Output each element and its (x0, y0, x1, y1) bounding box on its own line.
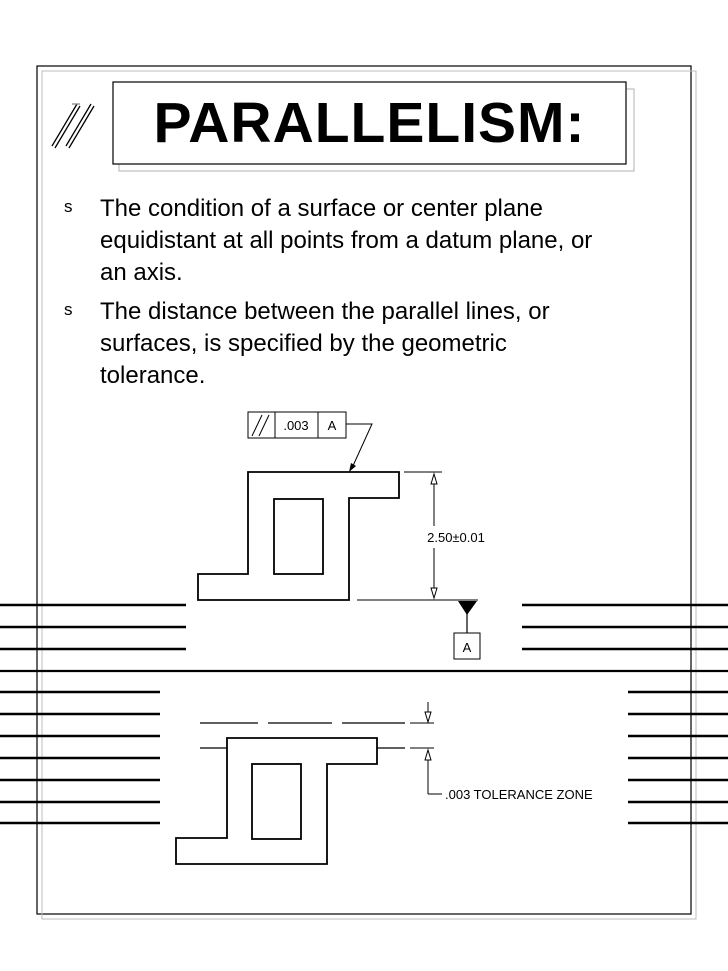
bullet-line: equidistant at all points from a datum plane, or (100, 227, 593, 254)
bullet-item-2 (100, 296, 680, 392)
surface-hatch-upper-left (0, 605, 186, 649)
dimension-label: 2.50±0.01 (427, 530, 485, 545)
tolerance-zone-label: .003 TOLERANCE ZONE (445, 787, 593, 802)
surface-hatch-upper-right (522, 605, 728, 649)
parallelism-symbol-icon (52, 104, 94, 148)
datum-feature-label: A (462, 640, 472, 655)
fcf-datum-label: A (327, 418, 337, 433)
bullet-line: The condition of a surface or center plane (100, 195, 543, 222)
bullet-marker: s (64, 197, 73, 216)
fcf-leader-arrow (349, 463, 356, 472)
fcf-leader-line (346, 424, 372, 468)
feature-control-frame (248, 412, 372, 472)
bullet-line: The distance between the parallel lines, or (100, 298, 550, 325)
fcf-tolerance-value: .003 (283, 418, 309, 433)
page-title: PARALLELISM: (153, 91, 586, 155)
bullet-line: an axis. (100, 259, 183, 286)
part-slot-upper (274, 499, 323, 574)
bullet-item-1 (100, 193, 680, 289)
bullet-marker: s (64, 300, 73, 319)
tolerance-zone-dimension (410, 702, 442, 794)
surface-hatch-lower-right (628, 692, 728, 823)
bullet-line: tolerance. (100, 362, 206, 389)
bullet-line: surfaces, is specified by the geometric (100, 330, 507, 357)
surface-hatch-lower-left (0, 692, 160, 823)
part-slot-lower (252, 764, 301, 839)
